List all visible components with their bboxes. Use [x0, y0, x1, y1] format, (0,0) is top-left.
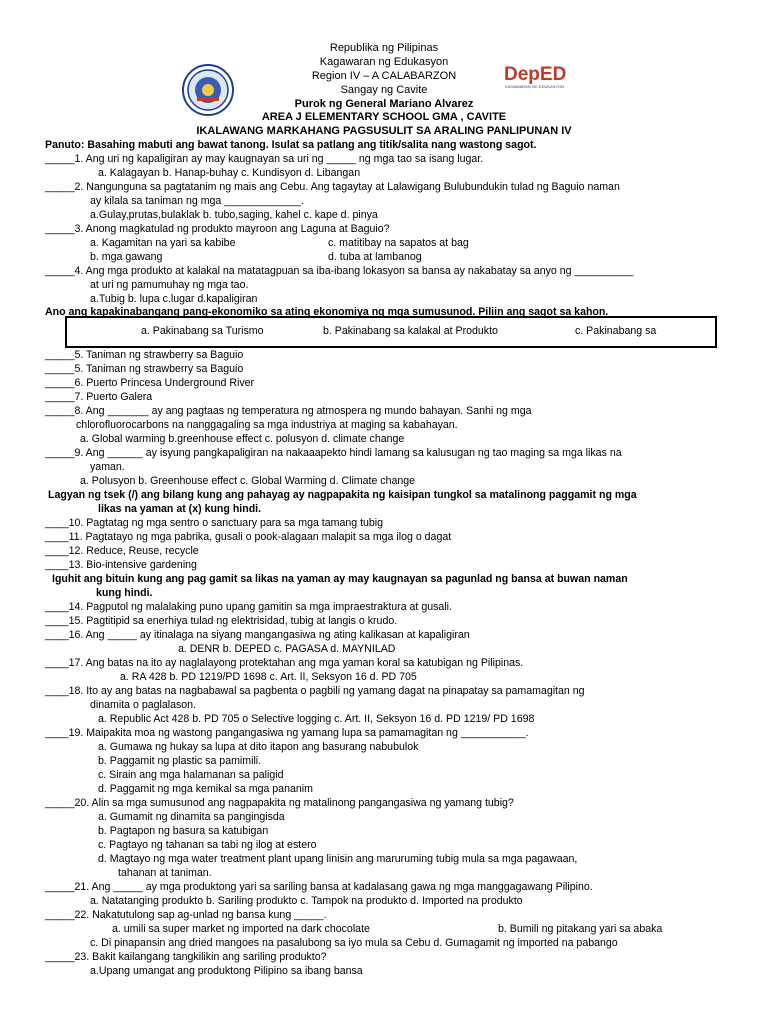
question-5a: _____5. Taniman ng strawberry sa Baguio — [45, 349, 244, 361]
question-8-cont: chlorofluorocarbons na nanggagaling sa mga industriya at maging sa kabahayan. — [76, 419, 458, 431]
question-4-cont: at uri ng pamumuhay ng mga tao. — [90, 279, 249, 291]
section-4-instructions-cont: kung hindi. — [96, 587, 153, 599]
question-10: ____10. Pagtatag ng mga sentro o sanctuary para sa mga tamang tubig — [45, 517, 384, 529]
question-3-choice-b: b. mga gawang — [90, 251, 163, 263]
answer-choice-box — [65, 316, 717, 348]
question-6: _____6. Puerto Princesa Underground River — [45, 377, 255, 389]
question-20-choice-c: c. Pagtayo ng tahanan sa tabi ng ilog at estero — [98, 839, 317, 851]
question-4: _____4. Ang mga produkto at kalakal na matatagpuan sa iba-ibang lokasyon sa bansa ay nakabatay sa anyo ng __________ — [45, 265, 634, 277]
svg-text:DepED: DepED — [504, 64, 567, 85]
question-23: _____23. Bakit kailangang tangkilikin ang sariling produkto? — [45, 951, 327, 963]
question-20-choice-b: b. Pagtapon ng basura sa katubigan — [98, 825, 269, 837]
question-20-choice-a: a. Gumamit ng dinamita sa pangingisda — [98, 811, 285, 823]
question-1-choices: a. Kalagayan b. Hanap-buhay c. Kundisyon d. Libangan — [98, 167, 361, 179]
question-1: _____1. Ang uri ng kapaligiran ay may kaugnayan sa uri ng _____ ng mga tao sa isang lugar. — [45, 153, 484, 165]
question-3-choice-a: a. Kagamitan na yari sa kabibe — [90, 237, 236, 249]
header-division: Sangay ng Cavite — [340, 84, 428, 96]
question-4-choices: a.Tubig b. lupa c.lugar d.kapaligiran — [90, 293, 258, 305]
svg-text:KAGAWARAN NG EDUKASYON: KAGAWARAN NG EDUKASYON — [505, 84, 565, 89]
question-2-choices: a.Gulay,prutas,bulaklak b. tubo,saging, kahel c. kape d. pinya — [90, 209, 378, 221]
question-9: _____9. Ang ______ ay isyung pangkapaligiran na nakaaapekto hindi lamang sa kalusugan ng tao maging sa mga likas na — [45, 447, 622, 459]
section-2-instructions: Ano ang kapakinabangang pang-ekonomiko sa ating ekonomiya ng mga sumusunod. Piliin ang sagot sa kahon. — [45, 306, 609, 318]
question-19-choice-d: d. Paggamit ng mga kemikal sa mga pananim — [98, 783, 313, 795]
question-17-choices: a. RA 428 b. PD 1219/PD 1698 c. Art. II, Seksyon 16 d. PD 705 — [120, 671, 417, 683]
instructions: Panuto: Basahing mabuti ang bawat tanong. Isulat sa patlang ang titik/salita nang wastong sagot. — [45, 139, 537, 151]
question-20-choice-d: d. Magtayo ng mga water treatment plant upang linisin ang maruruming tubig mula sa mga pagawaan, — [98, 853, 578, 865]
question-22: _____22. Nakatutulong sap ag-unlad ng bansa kung _____. — [45, 909, 327, 921]
question-15: ____15. Pagtitipid sa enerhiya tulad ng elektrisidad, tubig at langis o krudo. — [45, 615, 398, 627]
header-school: AREA J ELEMENTARY SCHOOL GMA , CAVITE — [261, 111, 507, 123]
question-8-choices: a. Global warming b.greenhouse effect c. polusyon d. climate change — [80, 433, 405, 445]
question-16-choices: a. DENR b. DEPED c. PAGASA d. MAYNILAD — [178, 643, 396, 655]
header-exam-title: IKALAWANG MARKAHANG PAGSUSULIT SA ARALING PANLIPUNAN IV — [196, 125, 572, 137]
box-choice-a: a. Pakinabang sa Turismo — [141, 325, 264, 337]
question-16: ____16. Ang _____ ay itinalaga na siyang mangangasiwa ng ating kalikasan at kapaligiran — [45, 629, 470, 641]
question-3-choice-c: c. matitibay na sapatos at bag — [328, 237, 469, 249]
question-19-choice-c: c. Sirain ang mga halamanan sa paligid — [98, 769, 284, 781]
question-11: ____11. Pagtatayo ng mga pabrika, gusali o pook-alagaan malapit sa mga ilog o dagat — [45, 531, 452, 543]
question-14: ____14. Pagputol ng malalaking puno upang gamitin sa mga impraestraktura at gusali. — [45, 601, 452, 613]
header-region: Region IV – A CALABARZON — [311, 70, 457, 82]
question-18-cont: dinamita o paglalason. — [90, 699, 197, 711]
header-department: Kagawaran ng Edukasyon — [319, 56, 449, 68]
question-13: ____13. Bio-intensive gardening — [45, 559, 197, 571]
question-2-cont: ay kilala sa taniman ng mga _____________. — [90, 195, 304, 207]
deped-seal-logo — [182, 64, 234, 116]
deped-logo — [502, 60, 592, 90]
question-18-choices: a. Republic Act 428 b. PD 705 o Selective logging c. Art. II, Seksyon 16 d. PD 1219/ PD 1698 — [98, 713, 535, 725]
question-9-cont: yaman. — [90, 461, 125, 473]
question-21-choices: a. Natatanging produkto b. Sariling produkto c. Tampok na produkto d. Imported na produkto — [90, 895, 523, 907]
question-3-choice-d: d. tuba at lambanog — [328, 251, 422, 263]
section-4-instructions: Iguhit ang bituin kung ang pag gamit sa likas na yaman ay may kaugnayan sa pagunlad ng bansa at buwan naman — [52, 573, 628, 585]
question-19-choice-a: a. Gumawa ng hukay sa lupa at dito itapon ang basurang nabubulok — [98, 741, 419, 753]
question-20: _____20. Alin sa mga sumusunod ang nagpapakita ng matalinong pangangasiwa ng yamang tubig? — [45, 797, 514, 809]
header-republic: Republika ng Pilipinas — [329, 42, 439, 54]
question-20-choice-d-cont: tahanan at taniman. — [118, 867, 212, 879]
question-22-choice-a: a. umili sa super market ng imported na dark chocolate — [112, 923, 370, 935]
question-22-choices-cd: c. Di pinapansin ang dried mangoes na pasalubong sa iyo mula sa Cebu d. Gumagamit ng imported na pabango — [90, 937, 618, 949]
question-19: ____19. Maipakita moa ng wastong pangangasiwa ng yamang lupa sa pamamagitan ng ___________. — [45, 727, 529, 739]
question-22-choice-b: b. Bumili ng pitakang yari sa abaka — [498, 923, 663, 935]
section-3-instructions-cont: likas na yaman at (x) kung hindi. — [98, 503, 262, 515]
question-23-choice-a: a.Upang umangat ang produktong Pilipino sa ibang bansa — [90, 965, 363, 977]
header-district: Purok ng General Mariano Alvarez — [294, 98, 474, 110]
question-21: _____21. Ang _____ ay mga produktong yari sa sariling bansa at kadalasang gawa ng mga manggagawang Pilipino. — [45, 881, 593, 893]
question-9-choices: a. Polusyon b. Greenhouse effect c. Global Warming d. Climate change — [80, 475, 416, 487]
question-2: _____2. Nangunguna sa pagtatanim ng mais ang Cebu. Ang tagaytay at Lalawigang Bulubundukin tulad ng Baguio naman — [45, 181, 620, 193]
question-8: _____8. Ang _______ ay ang pagtaas ng temperatura ng atmospera ng mundo bahayan. Sanhi ng mga — [45, 405, 532, 417]
question-3: _____3. Anong magkatulad ng produkto mayroon ang Laguna at Baguio? — [45, 223, 390, 235]
section-3-instructions: Lagyan ng tsek (/) ang bilang kung ang pahayag ay nagpapakita ng kaisipan tungkol sa matalinong paggamit ng mga — [48, 489, 637, 501]
box-choice-c: c. Pakinabang sa — [575, 325, 657, 337]
question-5b: _____5. Taniman ng strawberry sa Baguio — [45, 363, 244, 375]
question-19-choice-b: b. Paggamit ng plastic sa pamimili. — [98, 755, 262, 767]
question-7: _____7. Puerto Galera — [45, 391, 153, 403]
box-choice-b: b. Pakinabang sa kalakal at Produkto — [323, 325, 498, 337]
question-17: ____17. Ang batas na ito ay naglalayong protektahan ang mga yaman koral sa katubigan ng Pilipinas. — [45, 657, 524, 669]
question-12: ____12. Reduce, Reuse, recycle — [45, 545, 199, 557]
question-18: ____18. Ito ay ang batas na nagbabawal sa pagbenta o pagbili ng yamang dagat na pinapatay sa pamamagitan ng — [45, 685, 585, 697]
